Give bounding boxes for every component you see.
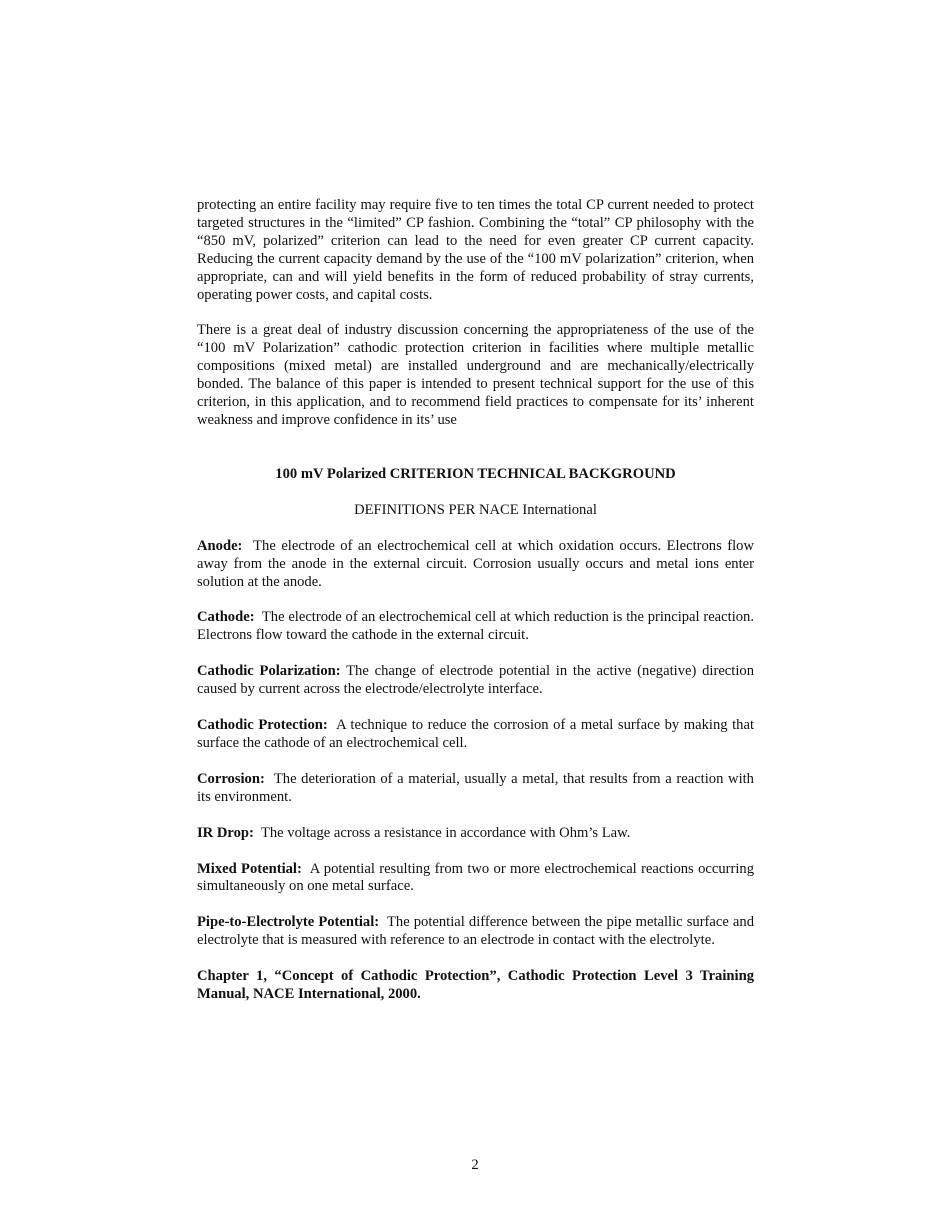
definition-text: The deterioration of a material, usually a metal, that results from a reaction with its environment. (197, 770, 754, 805)
definition-text: A potential resulting from two or more electrochemical reactions occurring simultaneously on one metal surface. (197, 860, 754, 895)
definition-text: The voltage across a resistance in accordance with Ohm’s Law. (260, 824, 631, 841)
definition-cathode (197, 609, 754, 645)
definition-term: Corrosion: (197, 770, 265, 787)
definition-text: The electrode of an electrochemical cell at which reduction is the principal reaction. Electrons flow toward the cathode in the external circuit. (197, 609, 754, 644)
definition-text: The potential difference between the pipe metallic surface and electrolyte that is measured with reference to an electrode in contact with the electrolyte. (197, 914, 754, 949)
definition-ir-drop (197, 825, 754, 843)
definition-term: Anode: (197, 537, 243, 554)
page-body (197, 197, 754, 1004)
reference-citation: Chapter 1, “Concept of Cathodic Protection”, Cathodic Protection Level 3 Training Manual, NACE International, 2000. (197, 968, 754, 1003)
definition-cathodic-protection (197, 717, 754, 753)
definition-term: Mixed Potential: (197, 860, 302, 877)
definition-term: Pipe-to-Electrolyte Potential: (197, 914, 380, 931)
page-number: 2 (471, 1157, 479, 1173)
definition-term: IR Drop: (197, 824, 254, 841)
definition-term: Cathode: (197, 609, 255, 626)
definition-text: The electrode of an electrochemical cell at which oxidation occurs. Electrons flow away from the anode in the external circuit. Corrosion usually occurs and metal ions enter solution at the anode. (197, 537, 754, 590)
definition-term: Cathodic Protection: (197, 717, 328, 734)
definition-mixed-potential (197, 861, 754, 897)
section-heading: 100 mV Polarized CRITERION TECHNICAL BACKGROUND (275, 465, 676, 482)
definition-corrosion (197, 771, 754, 807)
body-paragraph: There is a great deal of industry discussion concerning the appropriateness of the use of the “100 mV Polarization” cathodic protection criterion in facilities where multiple metallic compositions (mixed metal) are installed underground and are mechanically/electrically bonded. The balance of this paper is intended to present technical support for the use of this criterion, in this application, and to recommend field practices to compensate for its’ inherent weakness and improve confidence in its’ use (197, 322, 754, 428)
definition-anode (197, 538, 754, 592)
definition-text: The change of electrode potential in the active (negative) direction caused by current across the electrode/electrolyte interface. (197, 663, 754, 698)
definition-text: A technique to reduce the corrosion of a metal surface by making that surface the cathode of an electrochemical cell. (197, 717, 755, 751)
definition-cathodic-polarization (197, 663, 754, 699)
section-subheading: DEFINITIONS PER NACE International (354, 501, 597, 518)
body-paragraph: protecting an entire facility may require five to ten times the total CP current needed to protect targeted structures in the “limited” CP fashion. Combining the “total” CP philosophy with the “850 mV, polarized” criterion can lead to the need for even greater CP current capacity. Reducing the current capacity demand by the use of the “100 mV polarization” criterion, when appropriate, can and will yield benefits in the form of reduced probability of stray currents, operating power costs, and capital costs. (197, 197, 754, 303)
definition-term: Cathodic Polarization: (197, 663, 341, 680)
definition-pipe-to-electrolyte-potential (197, 914, 754, 950)
